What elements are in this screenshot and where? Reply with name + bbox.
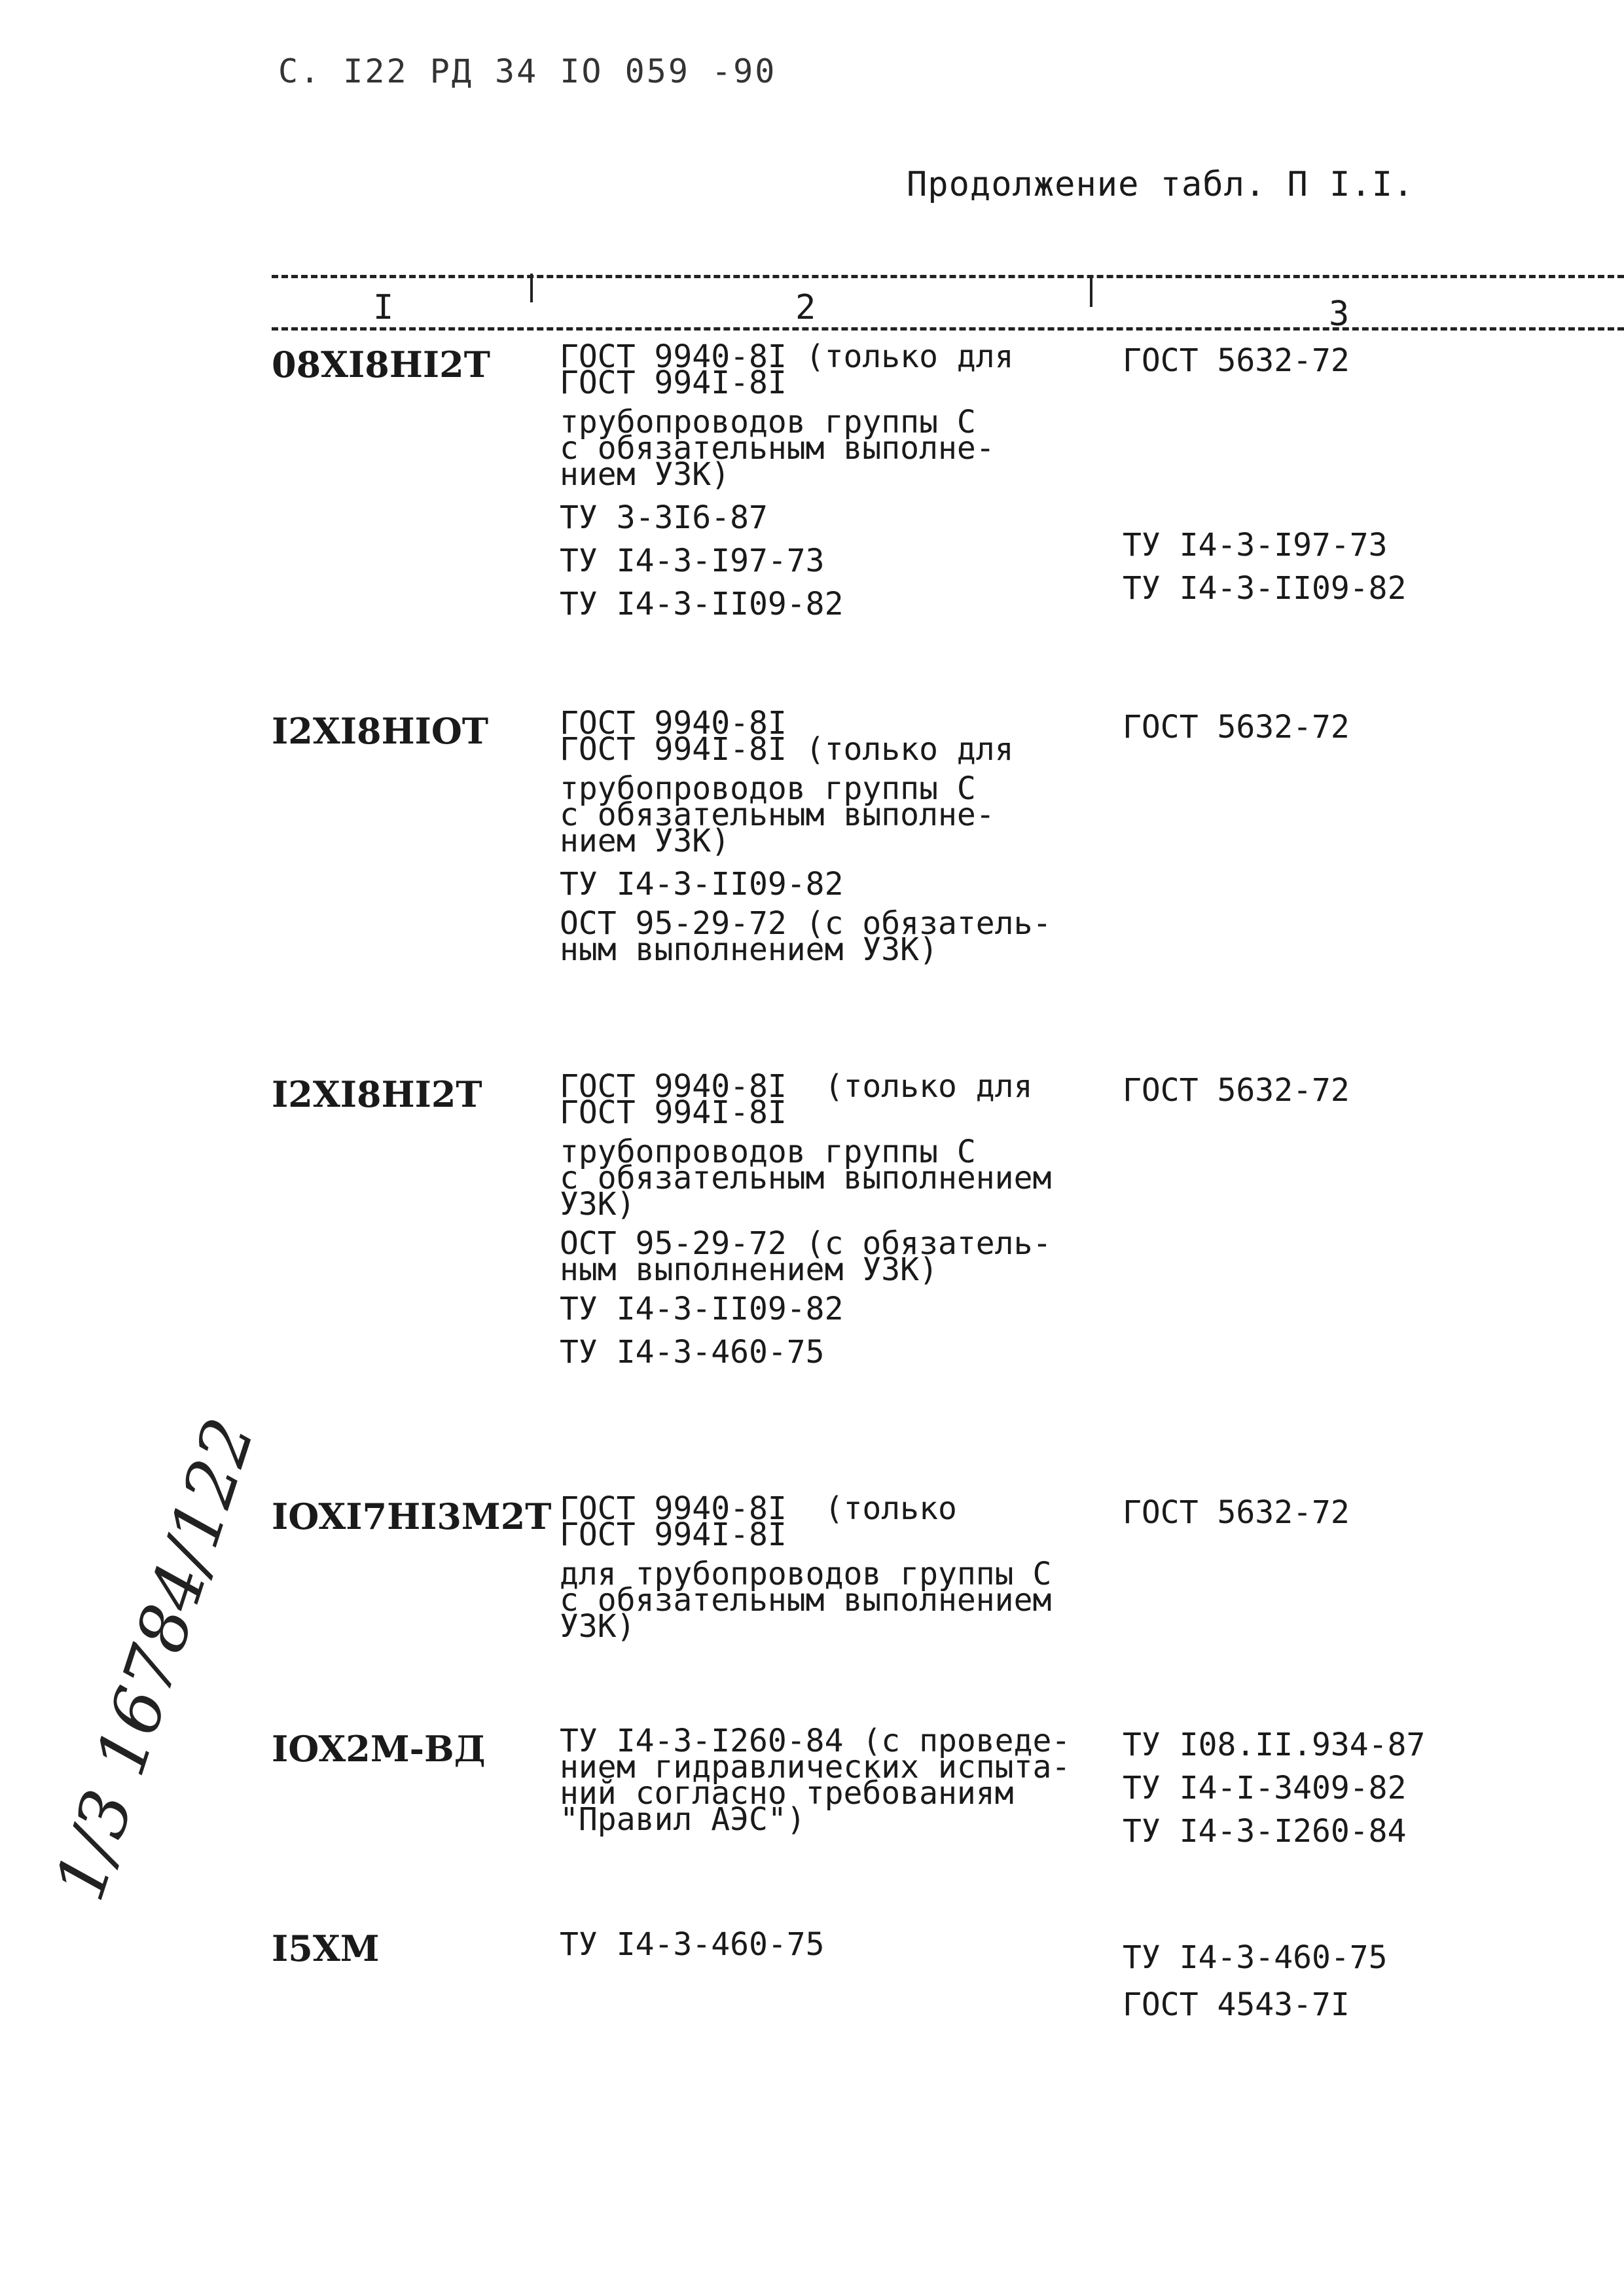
- entry-line: "Правил АЭС"): [560, 1801, 806, 1838]
- standard-entry: [560, 770, 1123, 859]
- entry-line: ТУ I4-3-II09-82: [560, 866, 844, 903]
- entry-line: ГОСТ 5632-72: [1123, 1072, 1350, 1109]
- entry-line: ГОСТ 994I-8I: [560, 1516, 787, 1553]
- entry-line: ТУ I4-3-II09-82: [560, 1291, 844, 1327]
- standard-entry: [560, 1134, 1123, 1223]
- entry-line: ГОСТ 9940-8I (только: [560, 1490, 957, 1527]
- entry-line: ТУ I4-3-I260-84 (с проведе-: [560, 1723, 1071, 1759]
- steel-grade: I2XI8HIOT: [272, 710, 489, 752]
- entry-line: ОСТ 95-29-72 (с обязатель-: [560, 1225, 1052, 1262]
- standard-entry: [560, 867, 1123, 901]
- standard-entry: [560, 404, 1123, 493]
- pipe-standards: [560, 1723, 1123, 1838]
- entry-line: ТУ I4-3-I97-73: [1123, 527, 1388, 564]
- entry-line: нием УЗК): [560, 823, 731, 859]
- entry-line: ным выполнением УЗК): [560, 931, 938, 968]
- entry-line: ТУ I4-3-460-75: [560, 1926, 825, 1963]
- pipe-standards: [560, 1928, 1123, 1962]
- entry-line: для трубопроводов группы С: [560, 1556, 1052, 1592]
- entry-line: с обязательным выполнением: [560, 1160, 1052, 1196]
- entry-line: ГОСТ 5632-72: [1123, 342, 1350, 379]
- standard-entry: [560, 1068, 1123, 1131]
- standard-entry: [560, 1225, 1123, 1288]
- entry-line: ТУ I4-I-3409-82: [1123, 1770, 1407, 1806]
- entry-line: ТУ I4-3-I260-84: [1123, 1813, 1407, 1850]
- entry-line: нием УЗК): [560, 456, 731, 493]
- entry-line: ным выполнением УЗК): [560, 1251, 938, 1288]
- entry-line: с обязательным выполне-: [560, 430, 995, 467]
- entry-line: нием гидравлических испыта-: [560, 1749, 1071, 1785]
- material-standards: [1123, 710, 1542, 744]
- table-continuation-title: Продолжение табл. П I.I.: [907, 165, 1415, 204]
- entry-line: трубопроводов группы С: [560, 770, 976, 807]
- standard-entry: [560, 1292, 1123, 1326]
- steel-grade: I5XM: [272, 1928, 380, 1969]
- entry-line: с обязательным выполне-: [560, 797, 995, 833]
- entry-line: ГОСТ 9940-8I: [560, 705, 787, 742]
- pipe-standards: [560, 705, 1123, 968]
- standard-entry: [560, 1556, 1123, 1645]
- material-standards: [1123, 1941, 1542, 2022]
- pipe-standards: [560, 1490, 1123, 1645]
- handwritten-archive-mark: 1/3 16784/122: [39, 1408, 270, 1910]
- entry-line: ОСТ 95-29-72 (с обязатель-: [560, 905, 1052, 942]
- pipe-standards: [560, 338, 1123, 622]
- standard-entry: [560, 1723, 1123, 1838]
- standard-entry: [560, 338, 1123, 401]
- entry-line: ГОСТ 994I-8I: [560, 1094, 787, 1131]
- entry-line: ГОСТ 9940-8I (только для: [560, 1068, 1033, 1105]
- entry-line: ТУ 3-3I6-87: [560, 499, 768, 536]
- column-number-3: 3: [1329, 295, 1350, 334]
- entry-line: ний согласно требованиям: [560, 1775, 1014, 1812]
- entry-line: [1123, 378, 1542, 528]
- pipe-standards: [560, 1068, 1123, 1371]
- standard-entry: [560, 905, 1123, 968]
- column-number-2: 2: [795, 288, 816, 327]
- entry-line: ТУ I4-3-II09-82: [560, 586, 844, 622]
- standard-entry: [560, 1335, 1123, 1369]
- steel-grade: IOXI7HI3M2T: [272, 1496, 552, 1537]
- column-number-1: I: [373, 288, 394, 327]
- column-divider-1: [530, 274, 533, 302]
- steel-grade: 08XI8HI2T: [272, 344, 490, 386]
- entry-line: ГОСТ 4543-7I: [1123, 1986, 1350, 2023]
- material-standards: [1123, 1728, 1542, 1848]
- entry-line: трубопроводов группы С: [560, 1134, 976, 1170]
- entry-line: ГОСТ 994I-8I: [560, 365, 787, 401]
- entry-line: ТУ I4-3-I97-73: [560, 543, 825, 579]
- entry-line: ТУ I4-3-II09-82: [1123, 570, 1407, 607]
- material-standards: [1123, 1073, 1542, 1107]
- entry-line: трубопроводов группы С: [560, 404, 976, 440]
- entry-line: с обязательным выполнением: [560, 1582, 1052, 1619]
- header-rule-top: [272, 275, 1624, 278]
- entry-line: ГОСТ 5632-72: [1123, 709, 1350, 745]
- standard-entry: [560, 587, 1123, 621]
- steel-grade: I2XI8HI2T: [272, 1073, 482, 1115]
- standard-entry: [560, 1490, 1123, 1553]
- entry-line: УЗК): [560, 1186, 636, 1223]
- entry-line: ГОСТ 9940-8I (только для: [560, 338, 1014, 375]
- standard-entry: [560, 501, 1123, 535]
- entry-line: ГОСТ 5632-72: [1123, 1494, 1350, 1531]
- standard-entry: [560, 705, 1123, 768]
- entry-line: ТУ I4-3-460-75: [1123, 1939, 1388, 1976]
- column-divider-2: [1090, 278, 1092, 307]
- standard-entry: [560, 544, 1123, 578]
- entry-line: ТУ I08.II.934-87: [1123, 1727, 1426, 1763]
- material-standards: [1123, 344, 1542, 605]
- steel-grade: IOX2M-ВД: [272, 1728, 486, 1770]
- entry-line: ГОСТ 994I-8I (только для: [560, 731, 1014, 768]
- page-header: С. I22 РД 34 IО 059 -90: [278, 52, 777, 90]
- entry-line: ТУ I4-3-460-75: [560, 1334, 825, 1371]
- entry-line: УЗК): [560, 1608, 636, 1645]
- material-standards: [1123, 1496, 1542, 1530]
- header-rule-bottom: [272, 327, 1624, 331]
